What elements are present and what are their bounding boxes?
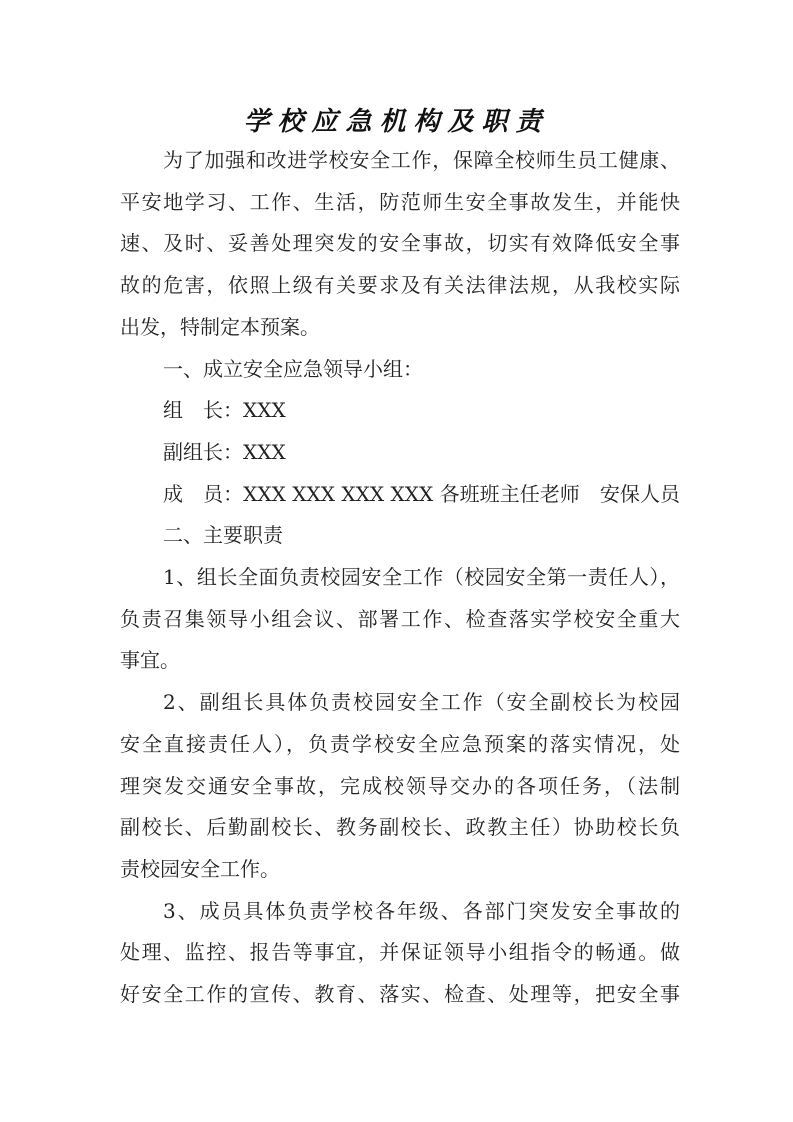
text-line: 一、成立安全应急领导小组： <box>163 356 423 381</box>
text-line: 负责召集领导小组会议、部署工作、检查落实学校安全重大 <box>120 606 680 631</box>
text-line: 出发，特制定本预案。 <box>120 314 320 339</box>
text-line: 理突发交通安全事故，完成校领导交办的各项任务，（法制 <box>120 773 680 798</box>
text-line: 2、副组长具体负责校园安全工作（安全副校长为校园 <box>163 690 680 715</box>
text-line: 责校园安全工作。 <box>120 856 280 881</box>
text-line: 平安地学习、工作、生活，防范师生安全事故发生，并能快 <box>120 189 680 214</box>
text-line: 成 员：XXX XXX XXX XXX 各班班主任老师 安保人员 <box>163 481 680 506</box>
text-line: 3、成员具体负责学校各年级、各部门突发安全事故的 <box>163 898 680 923</box>
text-line: 安全直接责任人），负责学校安全应急预案的落实情况，处 <box>120 731 680 756</box>
text-line: 为了加强和改进学校安全工作，保障全校师生员工健康、 <box>163 148 680 172</box>
text-line: 副校长、后勤副校长、教务副校长、政教主任）协助校长负 <box>120 815 680 840</box>
text-line: 故的危害，依照上级有关要求及有关法律法规，从我校实际 <box>120 273 680 298</box>
text-line: 1、组长全面负责校园安全工作（校园安全第一责任人）， <box>163 565 680 589</box>
text-line: 速、及时、妥善处理突发的安全事故，切实有效降低安全事 <box>120 231 680 256</box>
text-line: 处理、监控、报告等事宜，并保证领导小组指令的畅通。做 <box>120 940 680 965</box>
text-line: 好安全工作的宣传、教育、落实、检查、处理等，把安全事 <box>120 982 680 1006</box>
text-line: 组 长：XXX <box>163 398 286 423</box>
text-line: 事宜。 <box>120 648 180 673</box>
text-line: 副组长：XXX <box>163 439 286 464</box>
document-title: 学校应急机构及职责 <box>243 107 550 137</box>
text-line: 二、主要职责 <box>163 523 283 548</box>
